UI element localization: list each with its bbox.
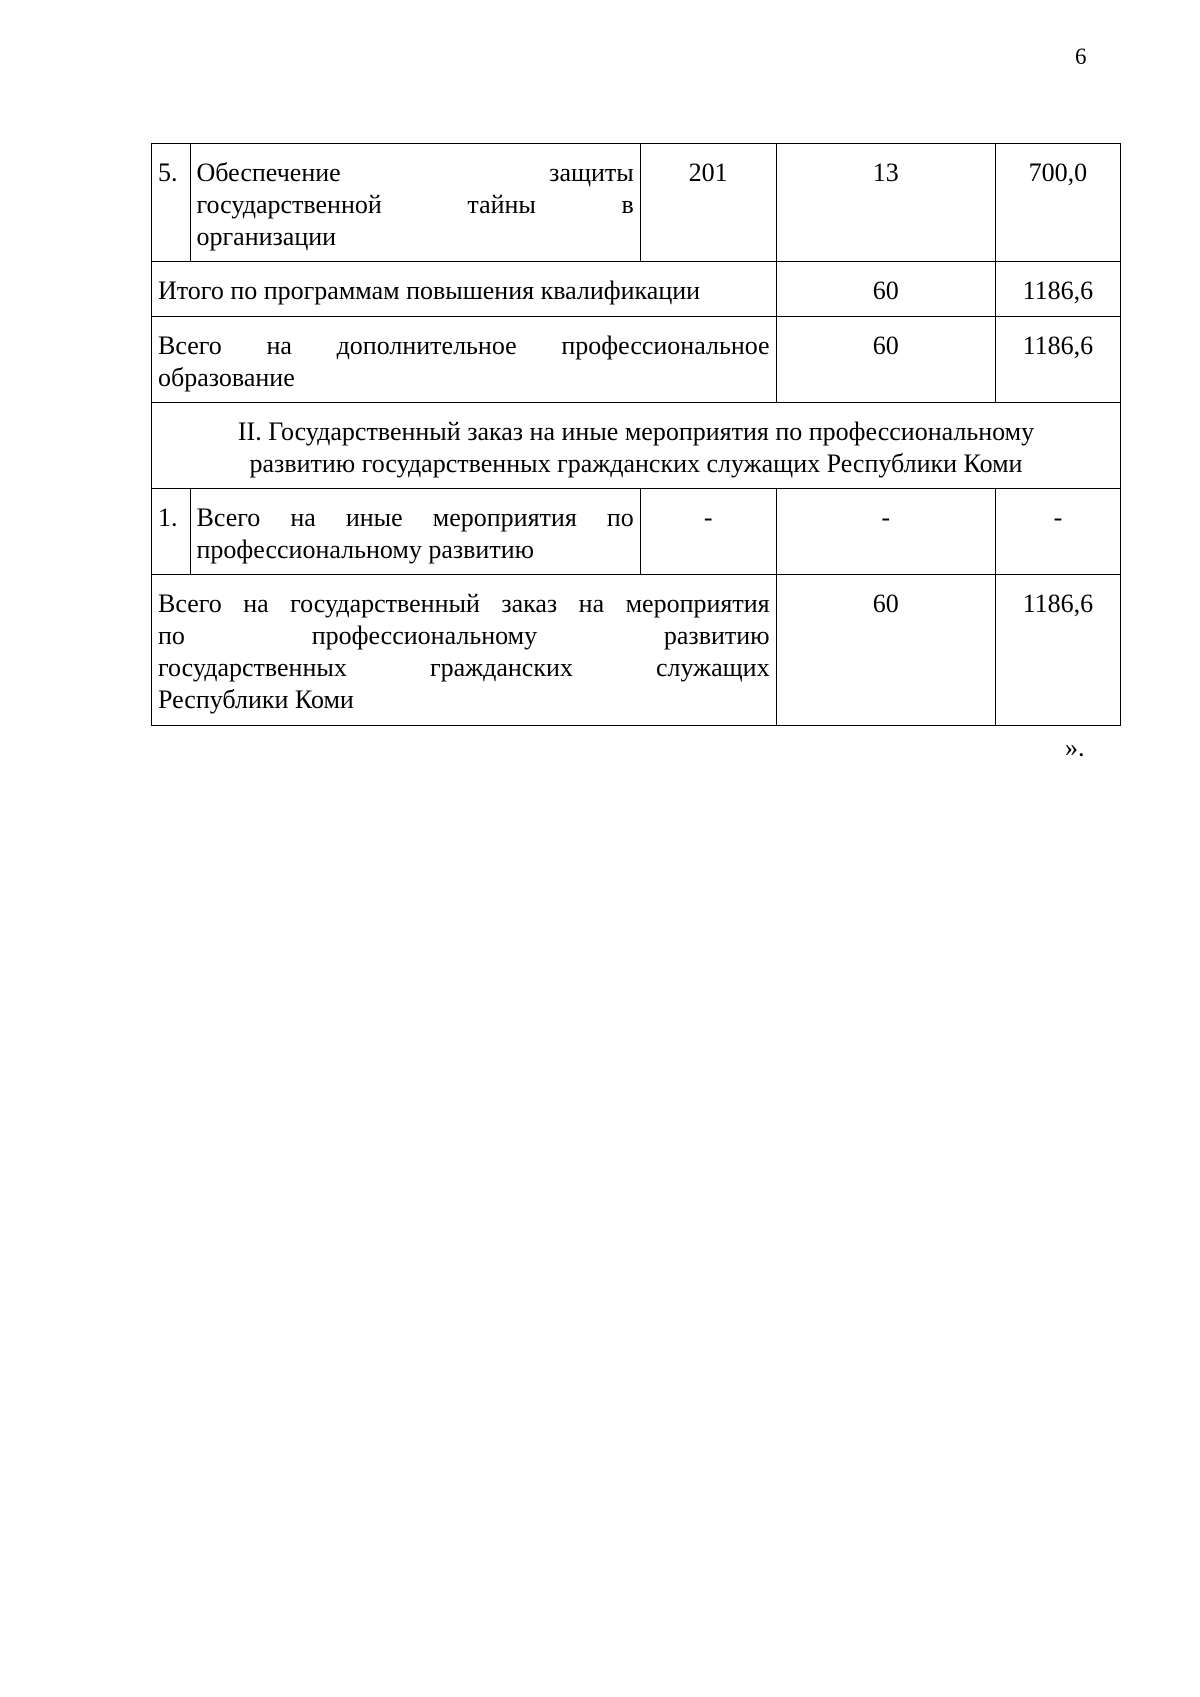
- itogo-qty: 60: [776, 262, 995, 317]
- section-heading: [152, 403, 1121, 489]
- row-code: -: [640, 489, 776, 575]
- budget-table: [151, 143, 1121, 726]
- table-row-total: [152, 575, 1121, 726]
- row-name: [190, 489, 640, 575]
- table-row-vsego-dpo: [152, 317, 1121, 403]
- total-label: [152, 575, 777, 726]
- closing-quote-mark: ».: [1065, 733, 1085, 762]
- row-name-line: профессиональному развитию: [196, 535, 535, 564]
- row-name: [190, 144, 640, 262]
- row-number: 5.: [152, 144, 191, 262]
- section-heading-line: II. Государственный заказ на иные мероприятия по профессиональному: [237, 417, 1035, 446]
- table-row-item-5: [152, 144, 1121, 262]
- itogo-label: Итого по программам повышения квалификации: [152, 262, 777, 317]
- label-line: образование: [158, 363, 295, 392]
- label-line: Всего на дополнительное профессиональное: [158, 331, 770, 360]
- row-name-line: Обеспечение защиты: [196, 158, 634, 187]
- row-name-line: Всего на иные мероприятия по: [196, 503, 634, 532]
- row-qty: -: [776, 489, 995, 575]
- label-line: Всего на государственный заказ на мероприятия: [158, 589, 770, 618]
- label-line: по профессиональному развитию: [158, 621, 770, 650]
- total-sum: 1186,6: [995, 575, 1120, 726]
- table-row-item-1: [152, 489, 1121, 575]
- row-code: 201: [640, 144, 776, 262]
- label-line: Республики Коми: [158, 685, 354, 714]
- label-line: государственных гражданских служащих: [158, 653, 770, 682]
- row-name-line: государственной тайны в: [196, 190, 634, 219]
- total-qty: 60: [776, 575, 995, 726]
- row-name-line: организации: [196, 222, 337, 251]
- table-row-section-2: [152, 403, 1121, 489]
- row-number: 1.: [152, 489, 191, 575]
- row-sum: 700,0: [995, 144, 1120, 262]
- vsego-dpo-label: [152, 317, 777, 403]
- vsego-dpo-sum: 1186,6: [995, 317, 1120, 403]
- itogo-sum: 1186,6: [995, 262, 1120, 317]
- row-qty: 13: [776, 144, 995, 262]
- row-sum: -: [995, 489, 1120, 575]
- vsego-dpo-qty: 60: [776, 317, 995, 403]
- section-heading-line: развитию государственных гражданских служащих Республики Коми: [249, 449, 1023, 478]
- table-row-itogo: [152, 262, 1121, 317]
- page-number: 6: [1075, 44, 1087, 69]
